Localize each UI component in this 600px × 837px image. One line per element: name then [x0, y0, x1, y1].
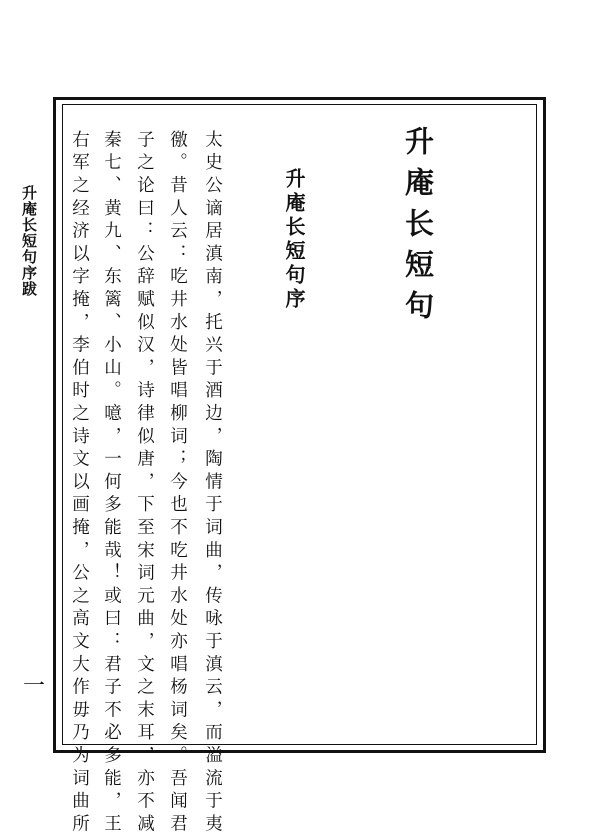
body-column-3: 子之论曰：公辞赋似汉，诗律似唐，下至宋词元曲，文之末耳，亦不减 [134, 130, 155, 837]
preface-title: 升庵长短句序 [282, 168, 306, 312]
body-column-4: 秦七、黄九、东篱、小山。噫，一何多能哉！或曰：君子不必多能，王 [101, 130, 122, 837]
book-title: 升庵长短句 [401, 126, 435, 331]
page-number: 一 [23, 674, 46, 699]
body-column-1: 太史公谪居滇南，托兴于酒边，陶情于词曲，传咏于滇云，而溢流于夷 [202, 130, 223, 837]
side-title: 升庵长短句序跋 [20, 185, 38, 297]
body-column-5: 右军之经济以字掩，李伯时之诗文以画掩，公之高文大作毋乃为词曲所 [69, 130, 90, 837]
body-column-2: 徼。昔人云：吃井水处皆唱柳词；今也不吃井水处亦唱杨词矣。吾闻君 [167, 130, 188, 837]
